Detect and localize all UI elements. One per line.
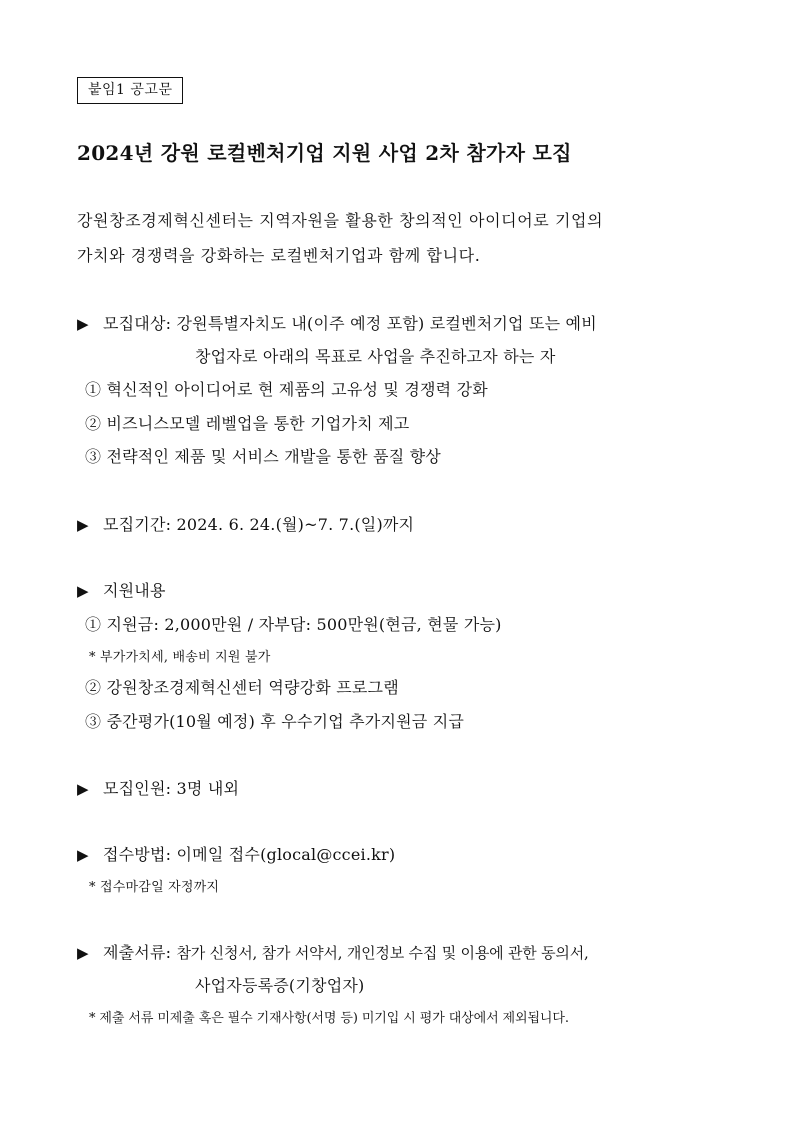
apply-text: 접수방법: 이메일 접수(glocal@ccei.kr) <box>103 845 396 864</box>
target-item-1: ① 혁신적인 아이디어로 현 제품의 고유성 및 경쟁력 강화 <box>85 380 488 399</box>
documents-section <box>77 940 589 963</box>
arrow-icon: ▶ <box>77 315 89 333</box>
arrow-icon: ▶ <box>77 582 89 600</box>
period-section <box>77 512 414 535</box>
intro-line-1: 강원창조경제혁신센터는 지역자원을 활용한 창의적인 아이디어로 기업의 <box>77 211 604 230</box>
documents-note: * 제출 서류 미제출 혹은 필수 기재사항(서명 등) 미기입 시 평가 대상에서 제외됩니다. <box>89 1011 569 1026</box>
page-title: 2024년 강원 로컬벤처기업 지원 사업 2차 참가자 모집 <box>77 141 572 165</box>
support-label: 지원내용 <box>103 581 166 600</box>
attachment-tag: 붙임1 공고문 <box>77 77 183 104</box>
documents-label: 제출서류: <box>103 943 172 962</box>
arrow-icon: ▶ <box>77 516 89 534</box>
apply-note: * 접수마감일 자정까지 <box>89 880 220 895</box>
period-text: 모집기간: 2024. 6. 24.(월)~7. 7.(일)까지 <box>103 515 415 534</box>
arrow-icon: ▶ <box>77 846 89 864</box>
intro-line-2: 가치와 경쟁력을 강화하는 로컬벤처기업과 함께 합니다. <box>77 246 481 265</box>
target-item-3: ③ 전략적인 제품 및 서비스 개발을 통한 품질 향상 <box>85 447 441 466</box>
arrow-icon: ▶ <box>77 944 89 962</box>
support-section <box>77 578 166 601</box>
support-note: * 부가가치세, 배송비 지원 불가 <box>89 650 271 665</box>
support-item-1: ① 지원금: 2,000만원 / 자부담: 500만원(현금, 현물 가능) <box>85 615 502 634</box>
support-item-2: ② 강원창조경제혁신센터 역량강화 프로그램 <box>85 678 399 697</box>
headcount-text: 모집인원: 3명 내외 <box>103 779 240 798</box>
target-section <box>77 311 597 334</box>
target-item-2: ② 비즈니스모델 레벨업을 통한 기업가치 제고 <box>85 414 410 433</box>
arrow-icon: ▶ <box>77 780 89 798</box>
target-label: 모집대상: <box>103 314 172 333</box>
support-item-3: ③ 중간평가(10월 예정) 후 우수기업 추가지원금 지급 <box>85 712 465 731</box>
headcount-section <box>77 776 239 799</box>
target-line-2: 창업자로 아래의 목표로 사업을 추진하고자 하는 자 <box>195 347 556 366</box>
target-line-1: 강원특별자치도 내(이주 예정 포함) 로컬벤처기업 또는 예비 <box>176 314 597 333</box>
documents-line-2: 사업자등록증(기창업자) <box>195 976 365 995</box>
documents-line-1: 참가 신청서, 참가 서약서, 개인정보 수집 및 이용에 관한 동의서, <box>176 944 589 962</box>
apply-section <box>77 842 395 865</box>
